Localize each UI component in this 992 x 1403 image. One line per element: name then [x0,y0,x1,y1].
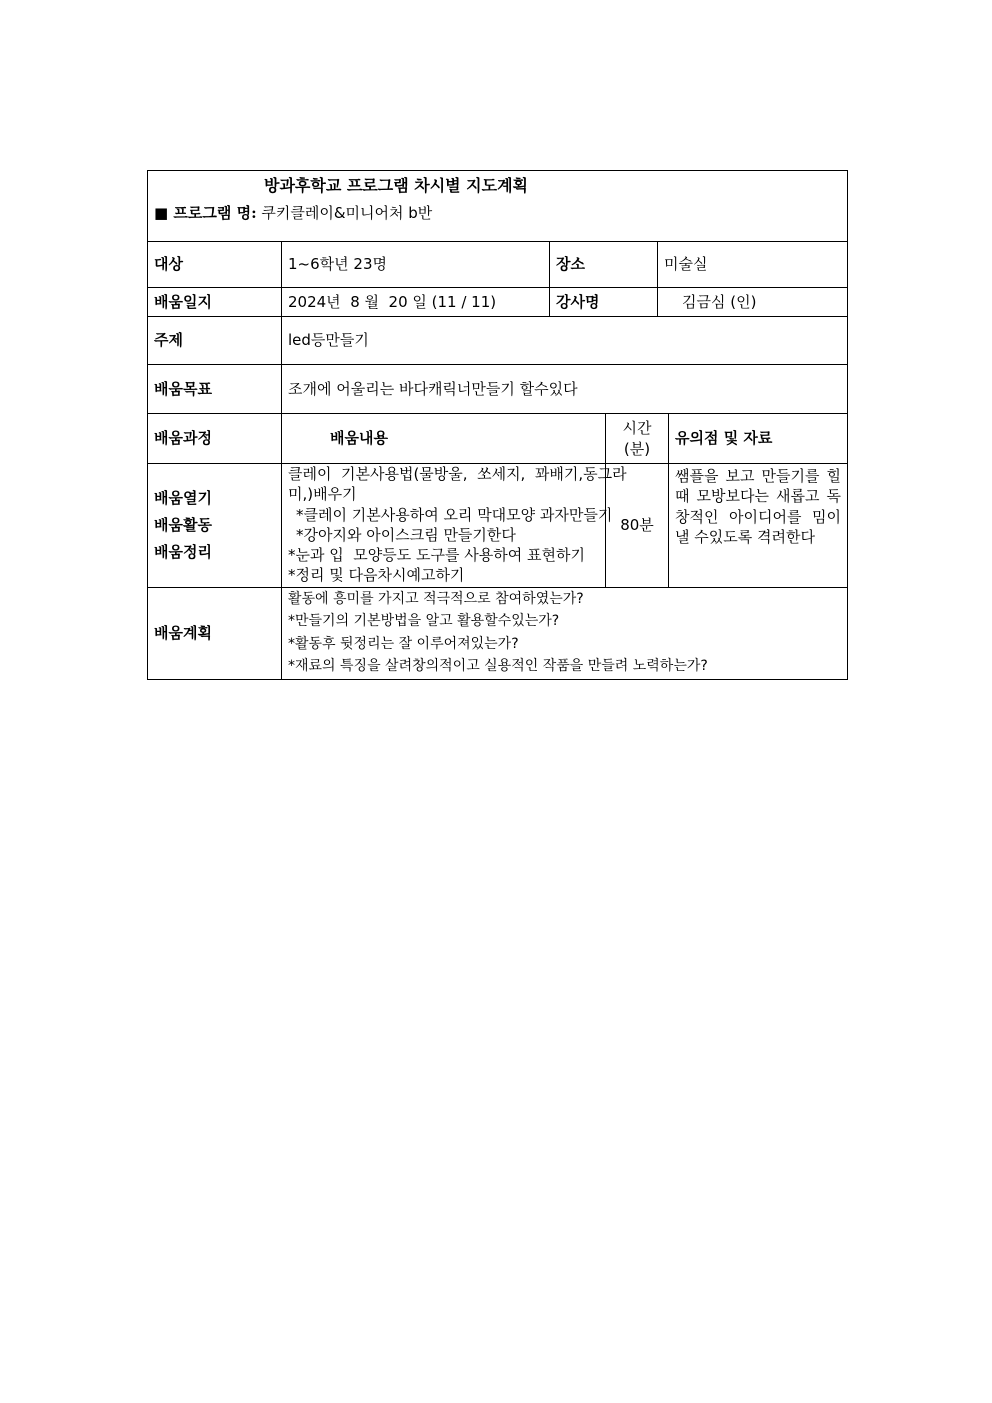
content-line: 클레이 기본사용법(물방울, 쏘세지, 꽈배기,동그라 [288,465,627,483]
process-content-header [282,414,606,464]
evaluation-items [282,588,848,680]
stage-open: 배움열기 [154,489,212,507]
evaluation-item: *만들기의 기본방법을 알고 활용할수있는가? [288,613,560,630]
lesson-plan-table [147,170,848,680]
target-label: 대상 [148,242,282,288]
process-time-header [606,414,669,464]
teacher-value: 김금심 (인) [658,288,848,317]
program-name: 쿠키클레이&미니어처 b반 [261,203,433,222]
goal-label: 배움목표 [148,365,282,414]
process-notes-header: 유의점 및 자료 [669,414,848,464]
process-content-header-text: 배움내용 [330,429,388,448]
document-title: 방과후학교 프로그램 차시별 지도계획 [264,176,529,195]
evaluation-label: 배움계획 [148,588,282,680]
process-stage-header: 배움과정 [148,414,282,464]
evaluation-item: *활동후 뒷정리는 잘 이루어져있는가? [288,635,519,652]
evaluation-item: *재료의 특징을 살려창의적이고 실용적인 작품을 만들려 노력하는가? [288,658,708,675]
topic-label: 주제 [148,317,282,365]
evaluation-row [148,588,848,680]
date-value: 2024년 8 월 20 일 (11 / 11) [282,288,550,317]
place-value: 미술실 [658,242,848,288]
header-cell [148,171,848,242]
time-header-line1: 시간 [622,419,652,438]
activity-time: 80분 [606,464,669,588]
process-header-row [148,414,848,464]
target-value: 1~6학년 23명 [282,242,550,288]
place-label: 장소 [550,242,658,288]
time-header-line2: (분) [623,439,651,458]
date-row [148,288,848,317]
content-line: *강아지와 아이스크림 만들기한다 [296,525,516,544]
target-row [148,242,848,288]
activity-stages [148,464,282,588]
content-line: 미,)배우기 [288,485,357,504]
program-line [154,203,841,223]
program-label: ■ 프로그램 명: [154,203,257,222]
date-label: 배움일지 [148,288,282,317]
stage-activity: 배움활동 [154,516,212,534]
goal-row [148,365,848,414]
activity-notes: 쌤플을 보고 만들기를 힐 때 모방보다는 새롭고 독창적인 아이디어를 밈이 낼 수있도록 격려한다 [669,464,848,588]
content-line: *정리 및 다음차시예고하기 [288,566,465,585]
content-line: *클레이 기본사용하여 오리 막대모양 과자만들기 [296,505,613,524]
content-line: *눈과 입 모양등도 도구를 사용하여 표현하기 [288,546,585,564]
topic-row [148,317,848,365]
stage-close: 배움정리 [154,543,212,561]
teacher-label: 강사명 [550,288,658,317]
activity-row [148,464,848,588]
topic-value: led등만들기 [282,317,848,365]
evaluation-item: 활동에 흥미를 가지고 적극적으로 참여하였는가? [288,591,584,607]
activity-contents [282,464,627,588]
goal-value: 조개에 어울리는 바다캐릭너만들기 할수있다 [282,365,848,414]
lesson-plan-document [147,170,847,680]
